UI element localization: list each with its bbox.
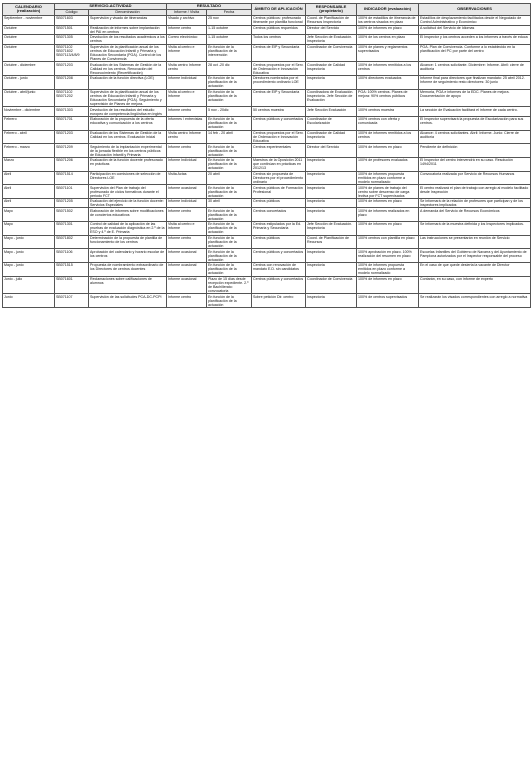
row-observations: El Inspector y los centros acceden a los informes a través de educa xyxy=(419,35,531,45)
row-denomination: Supervisión de la planificación anual de los centros de Educación Infantil y Primaria y Educación Secundaria (PGA). Seguimiento y supervisión de Planes de mejora. xyxy=(89,89,167,107)
row-responsible: Inspectoría xyxy=(306,185,357,199)
table-row xyxy=(3,35,531,45)
row-scope: Centros de EIP y Secundaria xyxy=(252,44,306,62)
row-date: 20 abril xyxy=(207,171,252,185)
row-denomination: Supervisión de las solicitudes PCA-DC-PCPI xyxy=(89,294,167,308)
row-denomination: Elaboración de informes sobre modificaciones de conciertos educativos xyxy=(89,208,167,222)
row-responsible: Inspectoría xyxy=(306,76,357,90)
row-date: En función de la planificación de la actuación xyxy=(207,185,252,199)
row-indicator: 100% de informes en plazo xyxy=(357,198,419,208)
row-denomination: Reclamaciones sobre calificaciones de alumnos xyxy=(89,276,167,294)
row-responsible: Director del Servicio xyxy=(306,25,357,35)
row-scope: Centros estipulados por la Ed. Primaria y Secundaria xyxy=(252,222,306,236)
row-code: SB071102 SB071602 SB07113/4/8/9 xyxy=(55,44,89,62)
row-scope: Maestros de la Oposición 2011 que continúan en prácticas en 2012/13 xyxy=(252,157,306,171)
row-report: Informe centro xyxy=(167,25,207,35)
row-observations: Se informará de la relación de profesores que participan y de los inspectores implicados xyxy=(419,198,531,208)
row-report: Informe Individual xyxy=(167,157,207,171)
row-observations: Informe final para directores que finalizan mandato: 25 abril 2012. Informe de seguimiento resto directores: 30 junio xyxy=(419,76,531,90)
row-date: En función de la planificación de la actuación xyxy=(207,222,252,236)
row-observations: Alcance: 1 centros solicitante. Diciembre: Informe. Abril: cierre de auditoría xyxy=(419,62,531,76)
row-indicator: 100% de planes de trabajo del centro sobre descenso de carga lectiva por FCT supervisados xyxy=(357,185,419,199)
row-date: 30 abril xyxy=(207,198,252,208)
row-calendar: Mayo - junio xyxy=(3,235,55,249)
row-date: En función de la planificación de la actuación xyxy=(207,76,252,90)
row-report: Informe ocasional xyxy=(167,276,207,294)
row-denomination: Evaluación de los Sistemas de Gestión de la Calidad en los centros. Renovación del Reconocimiento (Recertificación) xyxy=(89,62,167,76)
row-denomination: Evaluación del ejercicio de la función docente: Servicios Especiales xyxy=(89,198,167,208)
row-observations: Convocatoria realizada por Servicio de Recursos Humanos xyxy=(419,171,531,185)
row-date: 14 feb - 20 abril xyxy=(207,130,252,144)
row-date: En función de la planificación de la actuación xyxy=(207,235,252,249)
row-report: Informe ocasional xyxy=(167,185,207,199)
table-row xyxy=(3,198,531,208)
header-date: Fecha xyxy=(207,10,252,16)
table-row xyxy=(3,263,531,277)
row-responsible: Inspectoría xyxy=(306,263,357,277)
header-responsible: RESPONSABLE (propietario) xyxy=(306,4,357,16)
row-observations: Contarán, en su caso, con informe de experto xyxy=(419,276,531,294)
row-date: 1-15 octubre xyxy=(207,25,252,35)
row-code: SB071203 xyxy=(55,62,89,76)
row-date: En función de la planificación de la actuación xyxy=(207,157,252,171)
header-observations: OBSERVACIONES xyxy=(419,4,531,16)
row-responsible: Inspectoría xyxy=(306,198,357,208)
row-calendar: Abril xyxy=(3,171,55,185)
row-scope: Centros públicos de Formación Profesional xyxy=(252,185,306,199)
table-row xyxy=(3,89,531,107)
row-code: SB071101 xyxy=(55,185,89,199)
row-code: SB071515 xyxy=(55,263,89,277)
row-code: SB071206 xyxy=(55,157,89,171)
row-observations: El centro realizará el plan de trabajo con arreglo al modelo facilitado desde Inspección xyxy=(419,185,531,199)
row-code: SB071501 xyxy=(55,25,89,35)
row-code: SB071107 xyxy=(55,294,89,308)
row-responsible: Coord. de Planificación de Recursos Inspectoría xyxy=(306,15,357,25)
row-indicator: 100% de planes y reglamentos supervisados xyxy=(357,44,419,62)
row-calendar: Mayo - junio xyxy=(3,249,55,263)
row-report: Visita al centro e informe xyxy=(167,89,207,107)
row-responsible: Inspectoría xyxy=(306,157,357,171)
row-indicator: PGA: 100% centros. Planes de mejora: 90% centros públicos xyxy=(357,89,419,107)
row-scope: Centros propuestos por el Serv. de Ordenación e Innovación Educativa xyxy=(252,62,306,76)
row-date: 5 nov - 20dic xyxy=(207,107,252,117)
row-report: Visado y archivo xyxy=(167,15,207,25)
row-date: En función de la planificación de la actuación xyxy=(207,89,252,107)
row-responsible: Coord. de Planificación de Recursos xyxy=(306,235,357,249)
row-code: SB071502 xyxy=(55,208,89,222)
row-report: Informe Individual xyxy=(167,76,207,90)
row-indicator: 100% de informes en plazo xyxy=(357,144,419,158)
row-report: Informe centro xyxy=(167,144,207,158)
row-indicator: 100% de informes en plazo xyxy=(357,276,419,294)
row-denomination: Supervisión y visado de itinerancias xyxy=(89,15,167,25)
row-calendar: Octubre xyxy=(3,44,55,62)
row-report: Visita al centro e informe xyxy=(167,44,207,62)
row-scope: Directores nombrados por el procedimiento ordinario LOE xyxy=(252,76,306,90)
row-scope: Centros públicos xyxy=(252,235,306,249)
row-observations: Memoria, PGA e informes de la EDC. Planes de mejora. Documentación de apoyo xyxy=(419,89,531,107)
row-scope: 50 centros muestra xyxy=(252,107,306,117)
row-code: SB071205 xyxy=(55,198,89,208)
row-responsible: Coordinador de Calidad Inspectoría xyxy=(306,130,357,144)
row-report: Visita al centro e informe xyxy=(167,222,207,236)
table-body xyxy=(3,15,531,307)
row-report: Informe centro xyxy=(167,294,207,308)
row-scope: Centros de EIP y Secundaria xyxy=(252,89,306,107)
row-observations: En el caso de que quede desierta la vacante de Director xyxy=(419,263,531,277)
row-date: En función de la planificación de la actuación xyxy=(207,117,252,131)
table-row xyxy=(3,235,531,249)
table-row xyxy=(3,276,531,294)
row-calendar: Octubre - junio xyxy=(3,76,55,90)
row-scope: Centros públicos y concertados xyxy=(252,117,306,131)
row-date: En función de la planificación de la actuación xyxy=(207,263,252,277)
row-indicator: 100% de profesores evaluados xyxy=(357,157,419,171)
table-row xyxy=(3,208,531,222)
row-scope: Centros públicos y concertados xyxy=(252,249,306,263)
row-observations: Se informará de la muestra definida y los Inspectores implicados. xyxy=(419,222,531,236)
row-responsible: Coordinadora de Evaluación. Inspectoría. Jefe Sección de Evaluación xyxy=(306,89,357,107)
row-indicator: 100% aprobación en plazo. 100% realización del resumen en plazo xyxy=(357,249,419,263)
row-denomination: Control de calidad de la aplicación de las pruebas de evaluación diagnóstica en 2.º de la ESO y 4.º de E. Primaria xyxy=(89,222,167,236)
row-denomination: Realización de informes sobre implantación del PAI en centros xyxy=(89,25,167,35)
row-calendar: Mayo - junio xyxy=(3,263,55,277)
row-report: Correo electrónico xyxy=(167,35,207,45)
row-observations: El Inspector supervisará la propuesta de Escolarización para sus centros. xyxy=(419,117,531,131)
row-calendar: Octubre - abril/junio xyxy=(3,89,55,107)
row-code: SB071203 xyxy=(55,130,89,144)
table-row xyxy=(3,44,531,62)
row-indicator: 100% centros muestra xyxy=(357,107,419,117)
row-responsible: Jefe Sección Evaluación xyxy=(306,107,357,117)
row-calendar: Febrero - marzo xyxy=(3,144,55,158)
header-service: SERVICIO-ACTIVIDAD xyxy=(55,4,167,10)
table-row xyxy=(3,222,531,236)
row-report: Informe centro xyxy=(167,107,207,117)
header-denomination: Denominación xyxy=(89,10,167,16)
row-observations: La sección de Evaluación facilitará el informe de cada centro. xyxy=(419,107,531,117)
table-row xyxy=(3,171,531,185)
row-denomination: Aprobación del calendario y horario escolar de los centros xyxy=(89,249,167,263)
table-row xyxy=(3,76,531,90)
row-indicator: 100% de informes remitidos a los centros xyxy=(357,130,419,144)
row-scope: Centros propuestos por el Serv. de Ordenación e Innovación Educativa xyxy=(252,130,306,144)
row-code: SB071802 xyxy=(55,235,89,249)
row-code: SB071514 xyxy=(55,171,89,185)
header-indicator: INDICADOR (evaluación) xyxy=(357,4,419,16)
row-denomination: Evaluación de los Sistemas de Gestión de la Calidad en los centros. Evaluación inicial xyxy=(89,130,167,144)
row-indicator: 100% de informes propuesta emitidos en plazo conforme a modelo normalizado xyxy=(357,171,419,185)
table-row xyxy=(3,294,531,308)
row-responsible: Inspectoría xyxy=(306,294,357,308)
row-denomination: Propuesta de nombramiento extraordinario de los Directores de centros docentes xyxy=(89,263,167,277)
row-date: En función de la planificación de la actuación xyxy=(207,208,252,222)
table-row xyxy=(3,25,531,35)
row-scope: Centros públicos y concertados xyxy=(252,276,306,294)
row-scope: Centros con renovación de mandato E.D. sin candidatos xyxy=(252,263,306,277)
row-code: SB071303 xyxy=(55,107,89,117)
row-date: En función de la planificación de la actuación xyxy=(207,249,252,263)
row-scope: Centros sin propuesta de Directores por el procedimiento ordinario xyxy=(252,171,306,185)
table-row xyxy=(3,62,531,76)
row-responsible: Director del Servicio xyxy=(306,144,357,158)
row-calendar: Mayo xyxy=(3,222,55,236)
row-responsible: Jefe Sección de Evaluación. Inspectoría xyxy=(306,35,357,45)
row-observations: Estadillos de desplazamiento facilitados desde el Negociado de Control Administrativo y Económico xyxy=(419,15,531,25)
row-report: Visita centro Informe centro xyxy=(167,62,207,76)
row-denomination: Determinación de la propuesta de plantilla de funcionamiento de los centros xyxy=(89,235,167,249)
table-row xyxy=(3,130,531,144)
table-row xyxy=(3,249,531,263)
row-observations: Pendiente de definición xyxy=(419,144,531,158)
row-calendar: Mayo xyxy=(3,208,55,222)
table-header xyxy=(3,4,531,16)
row-calendar: Febrero xyxy=(3,117,55,131)
row-indicator: 100% de los centros en plazo xyxy=(357,35,419,45)
row-denomination: Evaluación de la función docente profesorado en prácticas xyxy=(89,157,167,171)
row-date: En función de la planificación de la actuación xyxy=(207,144,252,158)
row-calendar: Abril xyxy=(3,185,55,199)
row-responsible: Jefe Sección de Evaluación. Inspectoría xyxy=(306,222,357,236)
row-code: SB071301 xyxy=(55,222,89,236)
header-scope: ÁMBITO DE APLICACIÓN xyxy=(252,4,306,16)
row-indicator: 100% de informes en plazo xyxy=(357,25,419,35)
row-observations: Alcance: 4 centros solicitantes. Abril: Informe. Junio: Cierre de auditoría xyxy=(419,130,531,144)
row-denomination: Supervisión de la planificación anual de los centros de Educación Infantil y Primaria y Educación Secundaria (PGA). Control de los Planes de Convivencia xyxy=(89,44,167,62)
row-scope: Centros públicos: profesorado itinerante por plantilla funcional xyxy=(252,15,306,25)
row-report: Informe centro xyxy=(167,235,207,249)
row-indicator: 100% directores evaluados xyxy=(357,76,419,90)
row-calendar: Marzo xyxy=(3,157,55,171)
row-indicator: 100% de informes remitidos a los centros xyxy=(357,62,419,76)
table-row xyxy=(3,157,531,171)
header-code: Código xyxy=(55,10,89,16)
row-report: Visita centro Informe centro xyxy=(167,130,207,144)
row-date: En función de la planificación de la intervención xyxy=(207,44,252,62)
row-observations: El Inspector del centro intervendrá en su caso. Resolución 1494/2011 xyxy=(419,157,531,171)
table-row xyxy=(3,144,531,158)
row-denomination: Participación en comisiones de selección de Directores LOE xyxy=(89,171,167,185)
row-date: En función de la planificación de la actuación xyxy=(207,294,252,308)
row-observations: PGA. Plan de Convivencia. Conforme a lo establecido en la planificación del PC por parte del centro xyxy=(419,44,531,62)
row-date: 1-15 octubre xyxy=(207,35,252,45)
table-row xyxy=(3,15,531,25)
row-scope: Todos los centros xyxy=(252,35,306,45)
row-denomination: Seguimiento de la implantación experimental de la jornada flexible en los centros públicos de Educación Infantil y Primaria xyxy=(89,144,167,158)
row-report: Informes / entrevistas xyxy=(167,117,207,131)
row-observations: Escuelas Infantiles del Gobierno de Navarra y del Ayuntamiento de Pamplona autorizados por el Inspector responsable del proceso xyxy=(419,249,531,263)
row-denomination: Evaluación de la función directiva (LOE) xyxy=(89,76,167,90)
row-code: SB071208 xyxy=(55,76,89,90)
row-denomination: Devolución de los resultados académicos a los centros xyxy=(90,35,165,44)
row-calendar: Junio - julio xyxy=(3,276,55,294)
row-date: 28 oct -20 dic xyxy=(207,62,252,76)
row-report: Informe centro xyxy=(167,208,207,222)
row-report: Visita Actas xyxy=(167,171,207,185)
row-denomination: Devolución de los resultados del estudio europeo de competencia lingüística en inglés xyxy=(89,107,167,117)
row-responsible: Coordinador de Convivencia xyxy=(306,276,357,294)
row-code: SB071305 xyxy=(55,35,89,45)
row-calendar: Febrero - abril xyxy=(3,130,55,144)
row-calendar: Octubre xyxy=(3,25,55,35)
row-code: SB071106 xyxy=(55,249,89,263)
row-report: Informe Individual xyxy=(167,198,207,208)
row-scope: Centros públicos xyxy=(252,198,306,208)
row-responsible: Coordinador de Calidad Inspectoría xyxy=(306,62,357,76)
row-code: SB071701 xyxy=(55,117,89,131)
row-scope: Sobre petición Dir. centro xyxy=(252,294,306,308)
row-report: Informe ocasional xyxy=(167,263,207,277)
row-date: Plazo de 15 días desde recepción expediente. 2.º de Bachillerato: convocatoria xyxy=(207,276,252,294)
row-responsible: Coordinador de Convivencia xyxy=(306,44,357,62)
row-indicator: 100% de centros supervisados xyxy=(357,294,419,308)
row-date: 25 nov xyxy=(207,15,252,25)
row-calendar: Abril xyxy=(3,198,55,208)
row-responsible: Inspectoría xyxy=(306,171,357,185)
header-report: Informe / Visita xyxy=(167,10,207,16)
schedule-table xyxy=(2,3,531,308)
row-calendar: Noviembre - diciembre xyxy=(3,107,55,117)
row-observations: A demanda del Servicio de Recursos Económicos xyxy=(419,208,531,222)
row-denomination: Elaboración de la propuesta de la oferta educativa y comunicación a los centros xyxy=(89,117,167,131)
row-indicator: 100% de informes propuesta emitidos en plazo conforme a modelo normalizado xyxy=(357,263,419,277)
table-row xyxy=(3,117,531,131)
row-code: SB071603 xyxy=(55,15,89,25)
row-indicator: 100% de estadillos de itinerancia de los centros visados en plazo xyxy=(357,15,419,25)
table-row xyxy=(3,107,531,117)
table-row xyxy=(3,185,531,199)
row-indicator: 100% centros con oferta y comunicada xyxy=(357,117,419,131)
row-indicator: 100% de informes realizados en plazo xyxy=(357,208,419,222)
row-responsible: Inspectoría xyxy=(306,208,357,222)
row-observations: Se realizarán los visados correspondientes con arreglo a normativa xyxy=(419,294,531,308)
row-denomination: Supervisión del Plan de trabajo del profesorado de ciclos formativos durante el periodo FCT xyxy=(89,185,167,199)
row-observations: Las instrucciones se presentarán en reunión de Servicio xyxy=(419,235,531,249)
row-indicator: 100% de informes en plazo xyxy=(357,222,419,236)
row-code: SB071102 SB071202 xyxy=(55,89,89,107)
row-scope: Centros concertados xyxy=(252,208,306,222)
row-observations: A solicitud del Servicio de Idiomas xyxy=(419,25,531,35)
row-code: SB071601 xyxy=(55,276,89,294)
row-responsible: Inspectoría xyxy=(306,249,357,263)
row-responsible: Coordinador de Escolarización xyxy=(306,117,357,131)
row-indicator: 100% centros con plantilla en plazo xyxy=(357,235,419,249)
row-code: SB071209 xyxy=(55,144,89,158)
header-calendar: CALENDARIO (realización) xyxy=(3,4,55,16)
row-scope: Centros públicos requeridos xyxy=(252,25,306,35)
row-calendar: Octubre xyxy=(3,35,55,45)
row-calendar: Septiembre - noviembre xyxy=(3,15,55,25)
row-report: Informe ocasional xyxy=(167,249,207,263)
row-calendar: Junio xyxy=(3,294,55,308)
row-calendar: Octubre - diciembre xyxy=(3,62,55,76)
row-scope: Centros experimentales xyxy=(252,144,306,158)
header-result: RESULTADO xyxy=(167,4,252,10)
